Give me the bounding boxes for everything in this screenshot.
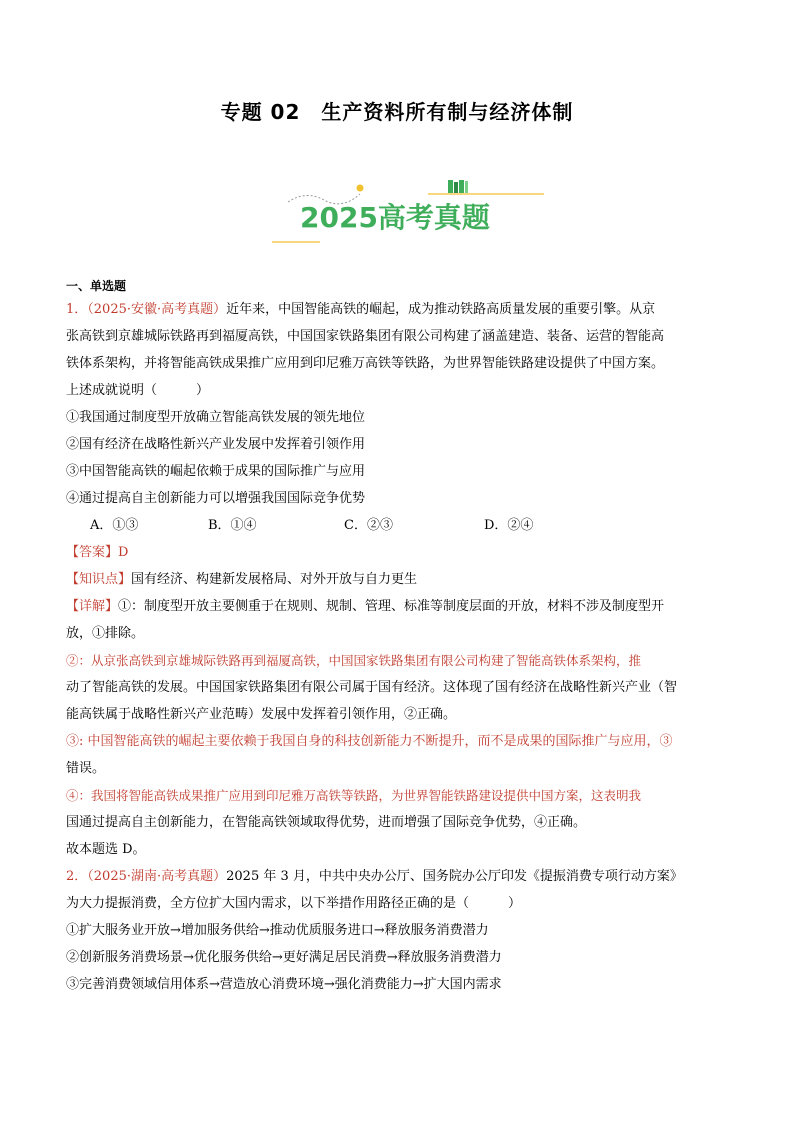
q2-stem-line: 为大力提振消费，全方位扩大国内需求，以下举措作用路径正确的是（ ） bbox=[66, 896, 522, 911]
q1-item: ③中国智能高铁的崛起依赖于成果的国际推广与应用 bbox=[66, 464, 366, 479]
q1-stem-line: 铁体系架构，并将智能高铁成果推广应用到印尼雅万高铁等铁路，为世界智能铁路建设提供了中国方案。 bbox=[66, 356, 665, 371]
q1-conclusion: 故本题选 D。 bbox=[66, 842, 146, 857]
q1-detail-line: 错误。 bbox=[66, 761, 106, 776]
q1-source: （2025·安徽·高考真题） bbox=[87, 302, 227, 317]
option-d: D．②④ bbox=[484, 518, 534, 533]
question-content bbox=[66, 278, 728, 998]
q1-detail-line: 放，①排除。 bbox=[66, 626, 145, 641]
option-a: A．①③ bbox=[90, 518, 139, 533]
q1-detail-line: 能高铁属于战略性新兴产业范畴）发展中发挥着引领作用，②正确。 bbox=[66, 707, 457, 722]
q2-item: ③完善消费领域信用体系→营造放心消费环境→强化消费能力→扩大国内需求 bbox=[66, 977, 502, 992]
option-b: B．①④ bbox=[208, 518, 257, 533]
q1-detail-line: 动了智能高铁的发展。中国国家铁路集团有限公司属于国有经济。这体现了国有经济在战略性新兴产业（智 bbox=[66, 680, 678, 695]
q1-detail-line: ④：我国将智能高铁成果推广应用到印尼雅万高铁等铁路，为世界智能铁路建设提供中国方案，这表明我 bbox=[66, 788, 642, 803]
option-c: C．②③ bbox=[344, 518, 393, 533]
q1-knowledge: 【知识点】国有经济、构建新发展格局、对外开放与自力更生 bbox=[66, 572, 418, 587]
q2-source: （2025·湖南·高考真题） bbox=[87, 869, 227, 884]
page-title: 专题 02 生产资料所有制与经济体制 bbox=[220, 100, 574, 124]
section-heading: 一、单选题 bbox=[66, 279, 127, 293]
q1-item: ②国有经济在战略性新兴产业发展中发挥着引领作用 bbox=[66, 437, 366, 452]
q1-detail-line: ③: 中国智能高铁的崛起主要依赖于我国自身的科技创新能力不断提升，而不是成果的国际推广与应用，③ bbox=[66, 734, 673, 749]
q1-detail-line: ②：从京张高铁到京雄城际铁路再到福厦高铁，中国国家铁路集团有限公司构建了智能高铁体系架构，推 bbox=[66, 653, 642, 668]
q1-stem-line: 张高铁到京雄城际铁路再到福厦高铁，中国国家铁路集团有限公司构建了涵盖建造、装备、运营的智能高 bbox=[66, 329, 665, 344]
q1-detail-line: 国通过提高自主创新能力，在智能高铁领域取得优势，进而增强了国际竞争优势，④正确。 bbox=[66, 815, 587, 830]
q2-item: ①扩大服务业开放→增加服务供给→推动优质服务进口→释放服务消费潜力 bbox=[66, 923, 489, 938]
q2-item: ②创新服务消费场景→优化服务供给→更好满足居民消费→释放服务消费潜力 bbox=[66, 950, 502, 965]
q1-question: 上述成就说明（ ） bbox=[66, 383, 210, 398]
q1-stem: 1．（2025·安徽·高考真题）近年来，中国智能高铁的崛起，成为推动铁路高质量发展的重要引擎。从京 bbox=[66, 302, 656, 317]
q1-options bbox=[66, 512, 728, 539]
q1-detail: 【详解】①：制度型开放主要侧重于在规则、规制、管理、标准等制度层面的开放，材料不涉及制度型开 bbox=[66, 599, 665, 614]
q2-stem: 2．（2025·湖南·高考真题）2025 年 3 月，中共中央办公厅、国务院办公厅印发《提振消费专项行动方案》 bbox=[66, 869, 683, 884]
q1-item: ①我国通过制度型开放确立智能高铁发展的领先地位 bbox=[66, 410, 366, 425]
banner-title: 2025高考真题 bbox=[300, 201, 490, 234]
books-icon bbox=[448, 180, 468, 193]
q1-item: ④通过提高自主创新能力可以增强我国国际竞争优势 bbox=[66, 491, 366, 506]
q1-answer: 【答案】D bbox=[66, 545, 129, 560]
